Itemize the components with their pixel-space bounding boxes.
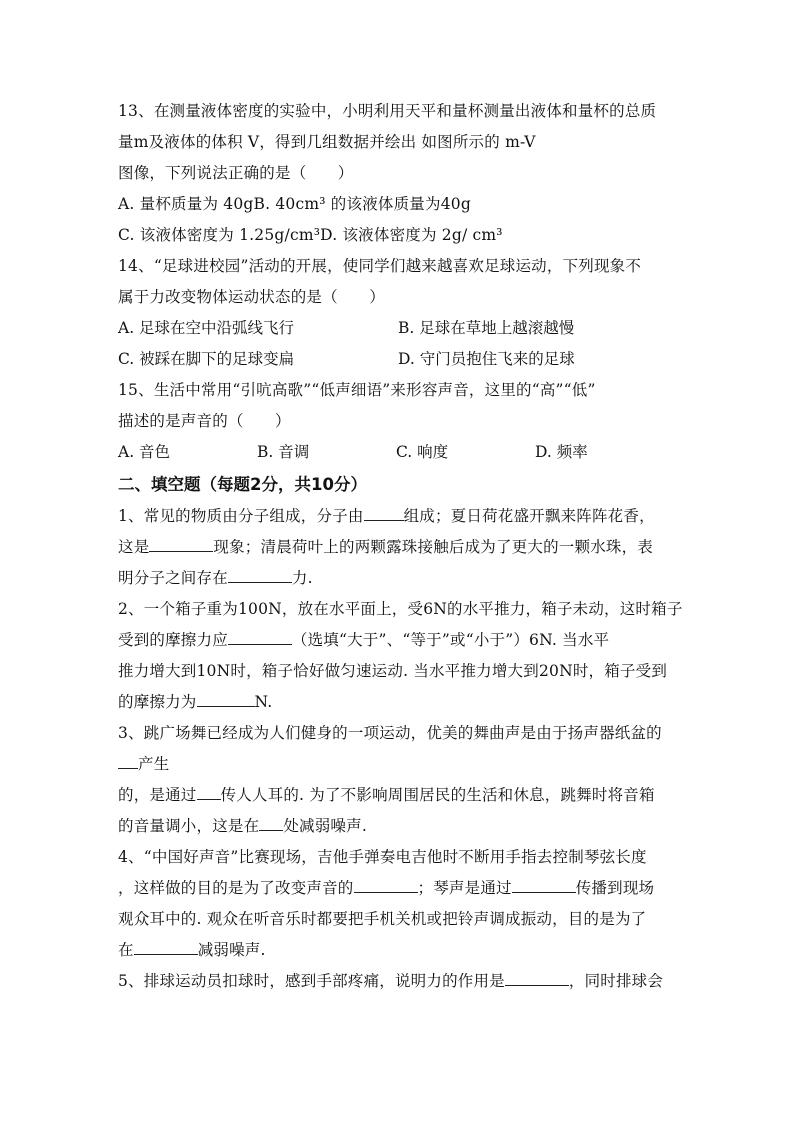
- q14-line-2: 属于力改变物体运动状态的是（ ）: [118, 288, 385, 306]
- question-15: [118, 375, 678, 468]
- q13-line-3: 图像，下列说法正确的是（ ）: [118, 164, 354, 182]
- f4-line-4: 在 减弱噪声.: [118, 941, 266, 959]
- f2-line-4: 的摩擦力为 N.: [118, 693, 273, 711]
- f3-line-3: 的，是通过 传人人耳的. 为了不影响周围居民的生活和休息，跳舞时将音箱: [118, 786, 655, 804]
- q15-option-a: A. 音色: [118, 443, 171, 461]
- answer-blank[interactable]: [134, 940, 198, 955]
- f4-line-3: 观众耳中的. 观众在听音乐时都要把手机关机或把铃声调成振动，目的是为了: [118, 910, 647, 928]
- fill-question-2: [118, 594, 683, 718]
- question-14: [118, 251, 678, 375]
- answer-blank[interactable]: [354, 878, 418, 893]
- q14-option-d: D. 守门员抱住飞来的足球: [398, 350, 575, 368]
- q15-options-row: [118, 437, 678, 468]
- document-content: [118, 96, 683, 997]
- answer-blank[interactable]: [197, 692, 255, 707]
- f2-line-1: 2、一个箱子重为100N，放在水平面上，受6N的水平推力，箱子未动，这时箱子: [118, 600, 683, 618]
- q14-option-b: B. 足球在草地上越滚越慢: [398, 319, 575, 337]
- q13-options-cd: C. 该液体密度为 1.25g/cm³D. 该液体密度为 2g/ cm³: [118, 226, 503, 244]
- answer-blank[interactable]: [259, 816, 283, 831]
- answer-blank[interactable]: [512, 878, 576, 893]
- q14-option-c: C. 被踩在脚下的足球变扁: [118, 350, 295, 368]
- section-heading: 二、填空题（每题2分，共10分）: [118, 475, 367, 494]
- q15-option-d: D. 频率: [535, 443, 588, 461]
- q13-options-ab: A. 量杯质量为 40gB. 40cm³ 的该液体质量为40g: [118, 195, 471, 213]
- q15-line-2: 描述的是声音的（ ）: [118, 412, 291, 430]
- f1-line-1: 1、常见的物质由分子组成，分子由 组成；夏日荷花盛开飘来阵阵花香，: [118, 507, 655, 525]
- f3-line-2: 产生: [118, 749, 678, 780]
- q15-line-1: 15、生活中常用“引吭高歌”“低声细语”来形容声音，这里的“高”“低”: [118, 381, 596, 399]
- q14-options-row-2: [118, 344, 678, 375]
- q14-option-a: A. 足球在空中沿弧线飞行: [118, 319, 295, 337]
- answer-blank[interactable]: [364, 506, 404, 521]
- q13-line-2: 量m及液体的体积 V，得到几组数据并绘出 如图所示的 m-V: [118, 133, 536, 151]
- answer-blank[interactable]: [197, 785, 221, 800]
- f2-line-2: 受到的摩擦力应 （选填“大于”、“等于”或“小于”）6N. 当水平: [118, 631, 610, 649]
- answer-blank[interactable]: [505, 971, 569, 986]
- f5-line-1: 5、排球运动员扣球时，感到手部疼痛，说明力的作用是 ，同时排球会: [118, 972, 664, 990]
- q15-option-c: C. 响度: [396, 443, 449, 461]
- q14-options-row-1: [118, 313, 678, 344]
- answer-blank[interactable]: [228, 568, 292, 583]
- answer-blank[interactable]: [228, 630, 292, 645]
- answer-blank[interactable]: [118, 754, 138, 769]
- fill-question-5: [118, 966, 678, 997]
- f3-line-1: 3、跳广场舞已经成为人们健身的一项运动，优美的舞曲声是由于扬声器纸盆的: [118, 724, 662, 742]
- q13-line-1: 13、在测量液体密度的实验中，小明利用天平和量杯测量出液体和量杯的总质: [118, 102, 657, 120]
- question-13: [118, 96, 678, 251]
- q14-line-1: 14、“足球进校园”活动的开展，使同学们越来越喜欢足球运动，下列现象不: [118, 257, 642, 275]
- f3-line-4: 的音量调小，这是在 处减弱噪声.: [118, 817, 367, 835]
- f2-line-3: 推力增大到10N时，箱子恰好做匀速运动. 当水平推力增大到20N时，箱子受到: [118, 662, 668, 680]
- f1-line-2: 这是 现象；清晨荷叶上的两颗露珠接触后成为了更大的一颗水珠，表: [118, 538, 654, 556]
- f1-line-3: 明分子之间存在 力.: [118, 569, 313, 587]
- fill-question-4: [118, 842, 678, 966]
- f4-line-1: 4、“中国好声音”比赛现场，吉他手弹奏电吉他时不断用手指去控制琴弦长度: [118, 848, 647, 866]
- fill-question-1: [118, 501, 678, 594]
- q15-option-b: B. 音调: [257, 443, 310, 461]
- f4-line-2: ，这样做的目的是为了改变声音的 ；琴声是通过 传播到现场: [118, 879, 655, 897]
- fill-question-3: [118, 718, 678, 842]
- answer-blank[interactable]: [149, 537, 213, 552]
